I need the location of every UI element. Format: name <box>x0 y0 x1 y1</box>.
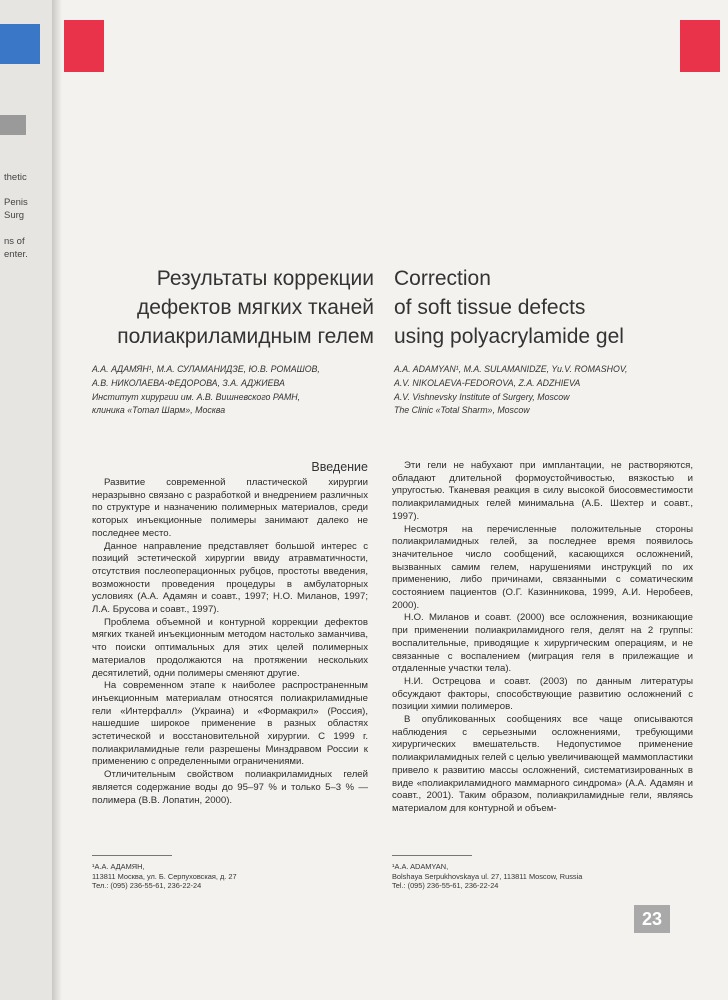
title-line: of soft tissue defects <box>394 296 586 319</box>
strip-text-line: Penis <box>4 197 28 208</box>
authors-russian <box>92 363 376 418</box>
authors-english <box>394 363 694 418</box>
footnote-divider <box>92 855 172 856</box>
paragraph: В опубликованных сообщениях все чаще описываются наблюдения с серьезными осложнениями, требующими хирургических вмешательств. Недопустимое применение полиакриламидных гелей с целью увеличивающей маммопластики привело к развитию массы осложнений, систематизированных в виде «полиакриламидного маммарного синдрома» (А.А. Адамян и соавт., 2001). Таким образом, полиакриламидные гели, являясь материалом для контурной и объем- <box>392 714 693 814</box>
footnote-line: ¹A.A. ADAMYAN, <box>392 862 449 871</box>
red-color-tab-left <box>64 20 104 72</box>
body-column-right <box>392 460 693 816</box>
body-column-left <box>92 477 368 807</box>
title-line: полиакриламидным гелем <box>117 325 374 348</box>
strip-text-line: thetic <box>4 172 27 183</box>
affiliation-line: Институт хирургии им. А.В. Вишневского РАМН, <box>92 391 301 402</box>
footnote-russian <box>92 862 368 891</box>
paragraph: Эти гели не набухают при имплантации, не растворяются, обладают длительной формоустойчивостью, вязкостью и упругостью. Тканевая реакция в силу высокой биосовместимости полиакриламидных гелей минимальна (А.Б. Шехтер и соавт., 1997). <box>392 460 693 522</box>
footnote-line: Тел.: (095) 236-55-61, 236-22-24 <box>92 881 202 891</box>
previous-page-strip <box>0 0 52 1000</box>
footnote-line: Tel.: (095) 236-55-61, 236-22-24 <box>392 881 499 891</box>
footnote-line: ¹А.А. АДАМЯН, <box>92 862 145 871</box>
paragraph: Несмотря на перечисленные положительные стороны полиакриламидных гелей, за последнее время появилось значительное число сообщений, касающихся осложнений, вызванных самим гелем, нарушениями инструкций по их применению, либо причинами, связанными с соматическим состоянием пациентов (О.Г. Казинникова, 1999, А.И. Неробеев, 2000). <box>392 523 693 611</box>
paragraph: Отличительным свойством полиакриламидных гелей является содержание воды до 95–97 % и только 5–3 % — полимера (В.В. Лопатин, 2000). <box>92 769 368 806</box>
affiliation-line: клиника «Тотал Шарм», Москва <box>92 405 226 416</box>
paragraph: Н.И. Острецова и соавт. (2003) по данным литературы обсуждают факторы, способствующие развитию осложнений с позиции химии полимеров. <box>392 675 693 713</box>
strip-text-line: enter. <box>4 249 28 260</box>
title-russian <box>100 264 374 351</box>
author-line: A.V. NIKOLAEVA-FEDOROVA, Z.A. ADZHIEVA <box>394 377 581 388</box>
page-binding-shadow <box>52 0 62 1000</box>
paragraph: Данное направление представляет большой интерес с позиций эстетической хирургии ввиду атравматичности, отсутствия послеоперационных рубцов, простоты введения, возможности проведения процедуры в амбулаторных условиях (А.А. Адамян и соавт., 1997; Н.О. Миланов, 1997; Л.А. Брусова и соавт., 1997). <box>92 540 368 616</box>
footnote-line: 113811 Москва, ул. Б. Серпуховская, д. 27 <box>92 871 237 881</box>
paragraph: Проблема объемной и контурной коррекции дефектов мягких тканей инъекционным методом настолько заманчива, что поиски оптимальных для этих целей полимерных материалов продолжаются на протяжении нескольких десятилетий, одни полимеры сменяют другие. <box>92 616 368 679</box>
strip-text-line: Surg <box>4 210 25 221</box>
title-line: дефектов мягких тканей <box>136 296 374 319</box>
paragraph: На современном этапе к наиболее распространенным инъекционным материалам относятся полиакриламидные гели «Интерфалл» (Украина) и «Формакрил» (Россия), нашедшие широкое применение в разных областях эстетической и восстановительной хирургии. С 1999 г. полиакриламидные гели разрешены Минздравом России к применению с определенными ограничениями. <box>92 680 368 768</box>
paragraph: Развитие современной пластической хирургии неразрывно связано с разработкой и внедрением различных по структуре и назначению полимерных материалов, среди которых инъекционные полимеры занимают далеко не последнее место. <box>92 477 368 539</box>
author-line: А.А. АДАМЯН¹, М.А. СУЛАМАНИДЗЕ, Ю.В. РОМАШОВ, <box>92 364 320 374</box>
title-english <box>394 264 694 351</box>
paragraph: Н.О. Миланов и соавт. (2000) все осложнения, возникающие при применении полиакриламидного геля, делят на 2 группы: воспалительные, приводящие к хирургическим операциям, и не связанные с воспалением (миграция геля в прилежащие и отдаленные участки тела). <box>392 612 693 675</box>
title-line: Correction <box>394 267 491 290</box>
red-color-tab-right <box>680 20 720 72</box>
affiliation-line: A.V. Vishnevsky Institute of Surgery, Moscow <box>394 391 570 402</box>
title-line: Результаты коррекции <box>156 267 374 290</box>
grey-color-tab <box>0 115 26 135</box>
page-number: 23 <box>634 905 670 933</box>
strip-text-line: ns of <box>4 236 25 247</box>
blue-color-tab <box>0 24 40 64</box>
section-heading: Введение <box>311 460 368 474</box>
affiliation-line: The Clinic «Total Sharm», Moscow <box>394 405 530 416</box>
title-line: using polyacrylamide gel <box>394 325 624 348</box>
author-line: А.В. НИКОЛАЕВА-ФЕДОРОВА, З.А. АДЖИЕВА <box>92 377 285 388</box>
footnote-english <box>392 862 692 891</box>
footnote-line: Bolshaya Serpukhovskaya ul. 27, 113811 Moscow, Russia <box>392 871 583 881</box>
author-line: A.A. ADAMYAN¹, M.A. SULAMANIDZE, Yu.V. ROMASHOV, <box>394 364 628 374</box>
footnote-divider <box>392 855 472 856</box>
